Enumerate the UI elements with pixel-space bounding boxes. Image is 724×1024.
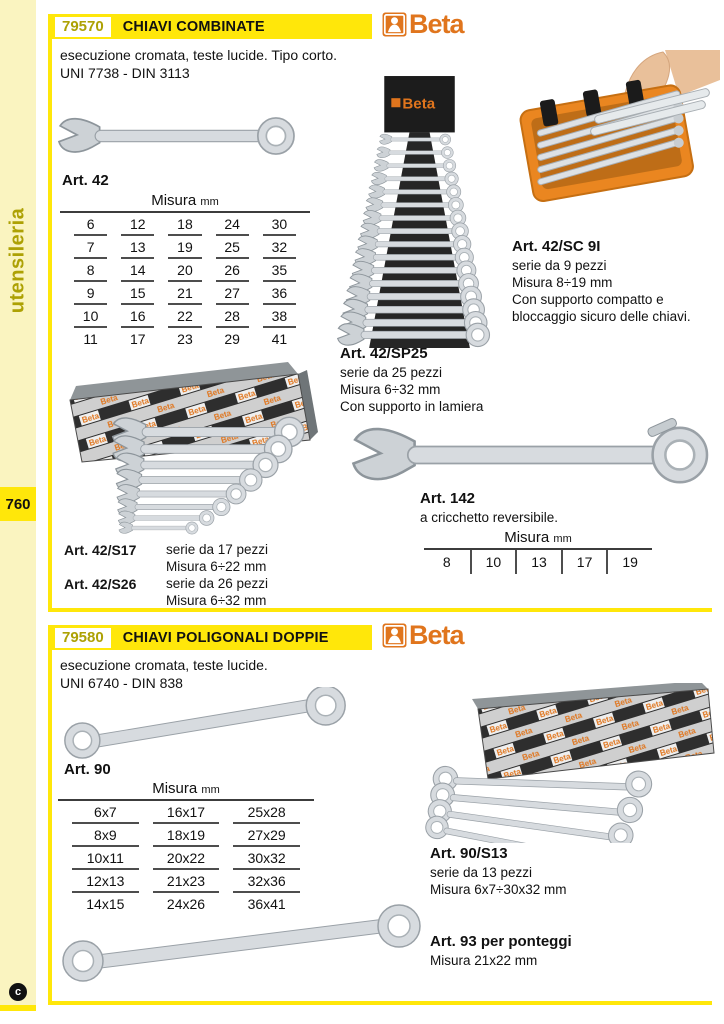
section-header — [52, 14, 372, 39]
size-table-art142 — [424, 529, 652, 574]
product-line: Con supporto compatto e — [512, 291, 664, 307]
stand-sign-text: Beta — [402, 95, 436, 113]
product-photo-art93 — [55, 898, 430, 985]
misura-unit: mm — [201, 784, 220, 796]
size-cell: 22 — [168, 305, 201, 328]
description-line: UNI 6740 - DIN 838 — [60, 675, 183, 692]
misura-unit: mm — [553, 533, 572, 545]
catalog-code: 79580 — [55, 628, 111, 648]
size-cell: 25x28 — [233, 801, 300, 824]
size-row — [72, 847, 300, 870]
beta-logo-text: Beta — [409, 620, 464, 650]
product-line: bloccaggio sicuro delle chiavi. — [512, 308, 691, 324]
product-line: Misura 6÷22 mm — [166, 559, 267, 575]
size-table-header — [60, 192, 310, 213]
misura-unit: mm — [200, 196, 219, 208]
size-cell: 28 — [216, 305, 249, 328]
product-info-art142 — [420, 490, 558, 526]
product-line: serie da 25 pezzi — [340, 364, 443, 380]
product-line: Misura 21x22 mm — [430, 952, 538, 968]
product-photo-art42 — [57, 102, 309, 170]
size-cell: 21x23 — [153, 870, 220, 893]
size-cell: 20x22 — [153, 847, 220, 870]
sidebar-bottom-bar — [0, 1005, 36, 1011]
size-cell: 6x7 — [72, 801, 139, 824]
product-label: Art. 90/S13 — [430, 845, 508, 862]
size-table-art42 — [60, 192, 310, 349]
size-row — [72, 824, 300, 847]
product-line: Misura 8÷19 mm — [512, 274, 613, 290]
misura-title: Misura — [151, 192, 197, 209]
size-cell: 27x29 — [233, 824, 300, 847]
size-table-header — [424, 529, 652, 550]
catalog-code: 79570 — [55, 17, 111, 37]
size-cell: 16 — [121, 305, 154, 328]
product-line: Misura 6x7÷30x32 mm — [430, 881, 567, 897]
size-row — [74, 259, 296, 282]
size-cell: 24x26 — [166, 896, 206, 912]
product-line: serie da 17 pezzi — [166, 542, 269, 557]
size-cell: 38 — [263, 305, 296, 328]
beta-logo-text: Beta — [409, 9, 464, 39]
product-info-s17-s26 — [64, 542, 268, 610]
size-cell: 32x36 — [233, 870, 300, 893]
size-cell: 36 — [263, 282, 296, 305]
beta-logo-icon — [382, 623, 407, 648]
product-line: a cricchetto reversibile. — [420, 509, 559, 525]
size-cell: 9 — [74, 282, 107, 305]
size-cell: 13 — [121, 236, 154, 259]
product-label: Art. 42/SP25 — [340, 345, 428, 362]
size-cell: 12x13 — [72, 870, 139, 893]
section-title: CHIAVI POLIGONALI DOPPIE — [122, 629, 329, 646]
size-row — [74, 236, 296, 259]
product-label-art90: Art. 90 — [64, 761, 111, 778]
size-cell: 10 — [470, 550, 516, 574]
product-label: Art. 93 per ponteggi — [430, 933, 572, 950]
product-line: serie da 26 pezzi — [166, 576, 269, 592]
size-cell: 21 — [168, 282, 201, 305]
product-photo-s13 — [418, 683, 716, 843]
size-cell: 30x32 — [233, 847, 300, 870]
section-title: CHIAVI COMBINATE — [122, 18, 265, 35]
size-cell: 8x9 — [72, 824, 139, 847]
product-line: serie da 9 pezzi — [512, 257, 607, 273]
size-cell: 36x41 — [247, 896, 286, 912]
product-info-s13 — [430, 845, 566, 898]
size-row — [74, 282, 296, 305]
size-cell: 17 — [561, 550, 607, 574]
description-line: esecuzione cromata, teste lucide. — [60, 657, 268, 673]
section-chiavi-poligonali — [48, 620, 712, 1005]
size-cell: 12 — [121, 213, 154, 236]
beta-logo-icon — [382, 12, 407, 37]
size-cell: 8 — [74, 259, 107, 282]
product-photo-art142 — [347, 413, 717, 493]
size-cell: 15 — [121, 282, 154, 305]
size-cell: 13 — [515, 550, 561, 574]
product-line: serie da 13 pezzi — [430, 864, 533, 880]
size-cell: 10 — [74, 305, 107, 328]
size-cell: 19 — [168, 236, 201, 259]
size-table-header — [58, 780, 314, 801]
product-photo-sc9i — [505, 50, 720, 235]
size-row — [72, 801, 300, 824]
size-row — [72, 870, 300, 893]
size-cell: 14 — [121, 259, 154, 282]
product-line: Misura 6÷32 mm — [166, 593, 267, 609]
size-cell: 7 — [74, 236, 107, 259]
product-info-art93 — [430, 933, 572, 969]
size-row — [74, 305, 296, 328]
product-label: Art. 42/S26 — [64, 576, 137, 593]
sidebar-category — [0, 150, 36, 370]
product-photo-sp25 — [333, 72, 501, 354]
size-cell: 18 — [168, 213, 201, 236]
product-photo-art90 — [55, 687, 355, 760]
size-cell: 6 — [74, 213, 107, 236]
product-label: Art. 142 — [420, 490, 476, 507]
beta-logo — [382, 622, 464, 649]
misura-title: Misura — [504, 529, 550, 546]
size-cell: 14x15 — [86, 896, 125, 912]
size-cell: 29 — [224, 331, 240, 347]
section-header — [52, 625, 372, 650]
description-line: esecuzione cromata, teste lucide. Tipo corto. — [60, 47, 338, 63]
product-label: Art. 42/SC 9I — [512, 238, 601, 255]
size-cell: 24 — [216, 213, 249, 236]
page-number-badge: 760 — [0, 487, 36, 521]
size-cell: 30 — [263, 213, 296, 236]
size-row — [74, 213, 296, 236]
size-cell: 41 — [271, 331, 288, 347]
product-info-sp25 — [340, 345, 483, 415]
size-cell: 11 — [83, 331, 98, 347]
size-cell: 8 — [442, 554, 451, 570]
section-description — [60, 46, 337, 83]
product-line: Misura 6÷32 mm — [340, 381, 441, 397]
publisher-mark-icon: c — [9, 983, 27, 1001]
section-chiavi-combinate — [48, 9, 712, 612]
size-cell: 19 — [606, 550, 652, 574]
size-cell: 17 — [129, 331, 146, 347]
misura-title: Misura — [152, 780, 198, 797]
product-line: Con supporto in lamiera — [340, 398, 484, 414]
size-row — [74, 328, 296, 349]
description-line: UNI 7738 - DIN 3113 — [60, 65, 190, 82]
size-cell: 10x11 — [72, 847, 139, 870]
size-row — [424, 550, 652, 574]
size-cell: 26 — [216, 259, 249, 282]
product-photo-s17 — [60, 358, 338, 540]
size-cell: 35 — [263, 259, 296, 282]
size-cell: 25 — [216, 236, 249, 259]
category-label: utensileria — [6, 207, 29, 313]
size-table-art90 — [58, 780, 314, 914]
beta-logo — [382, 11, 464, 38]
size-cell: 27 — [216, 282, 249, 305]
size-cell: 16x17 — [153, 801, 220, 824]
product-label-art42: Art. 42 — [62, 172, 109, 189]
size-cell: 18x19 — [153, 824, 220, 847]
size-cell: 23 — [177, 331, 193, 347]
size-cell: 20 — [168, 259, 201, 282]
product-info-sc9i — [512, 238, 691, 325]
product-label: Art. 42/S17 — [64, 542, 137, 558]
size-cell: 32 — [263, 236, 296, 259]
